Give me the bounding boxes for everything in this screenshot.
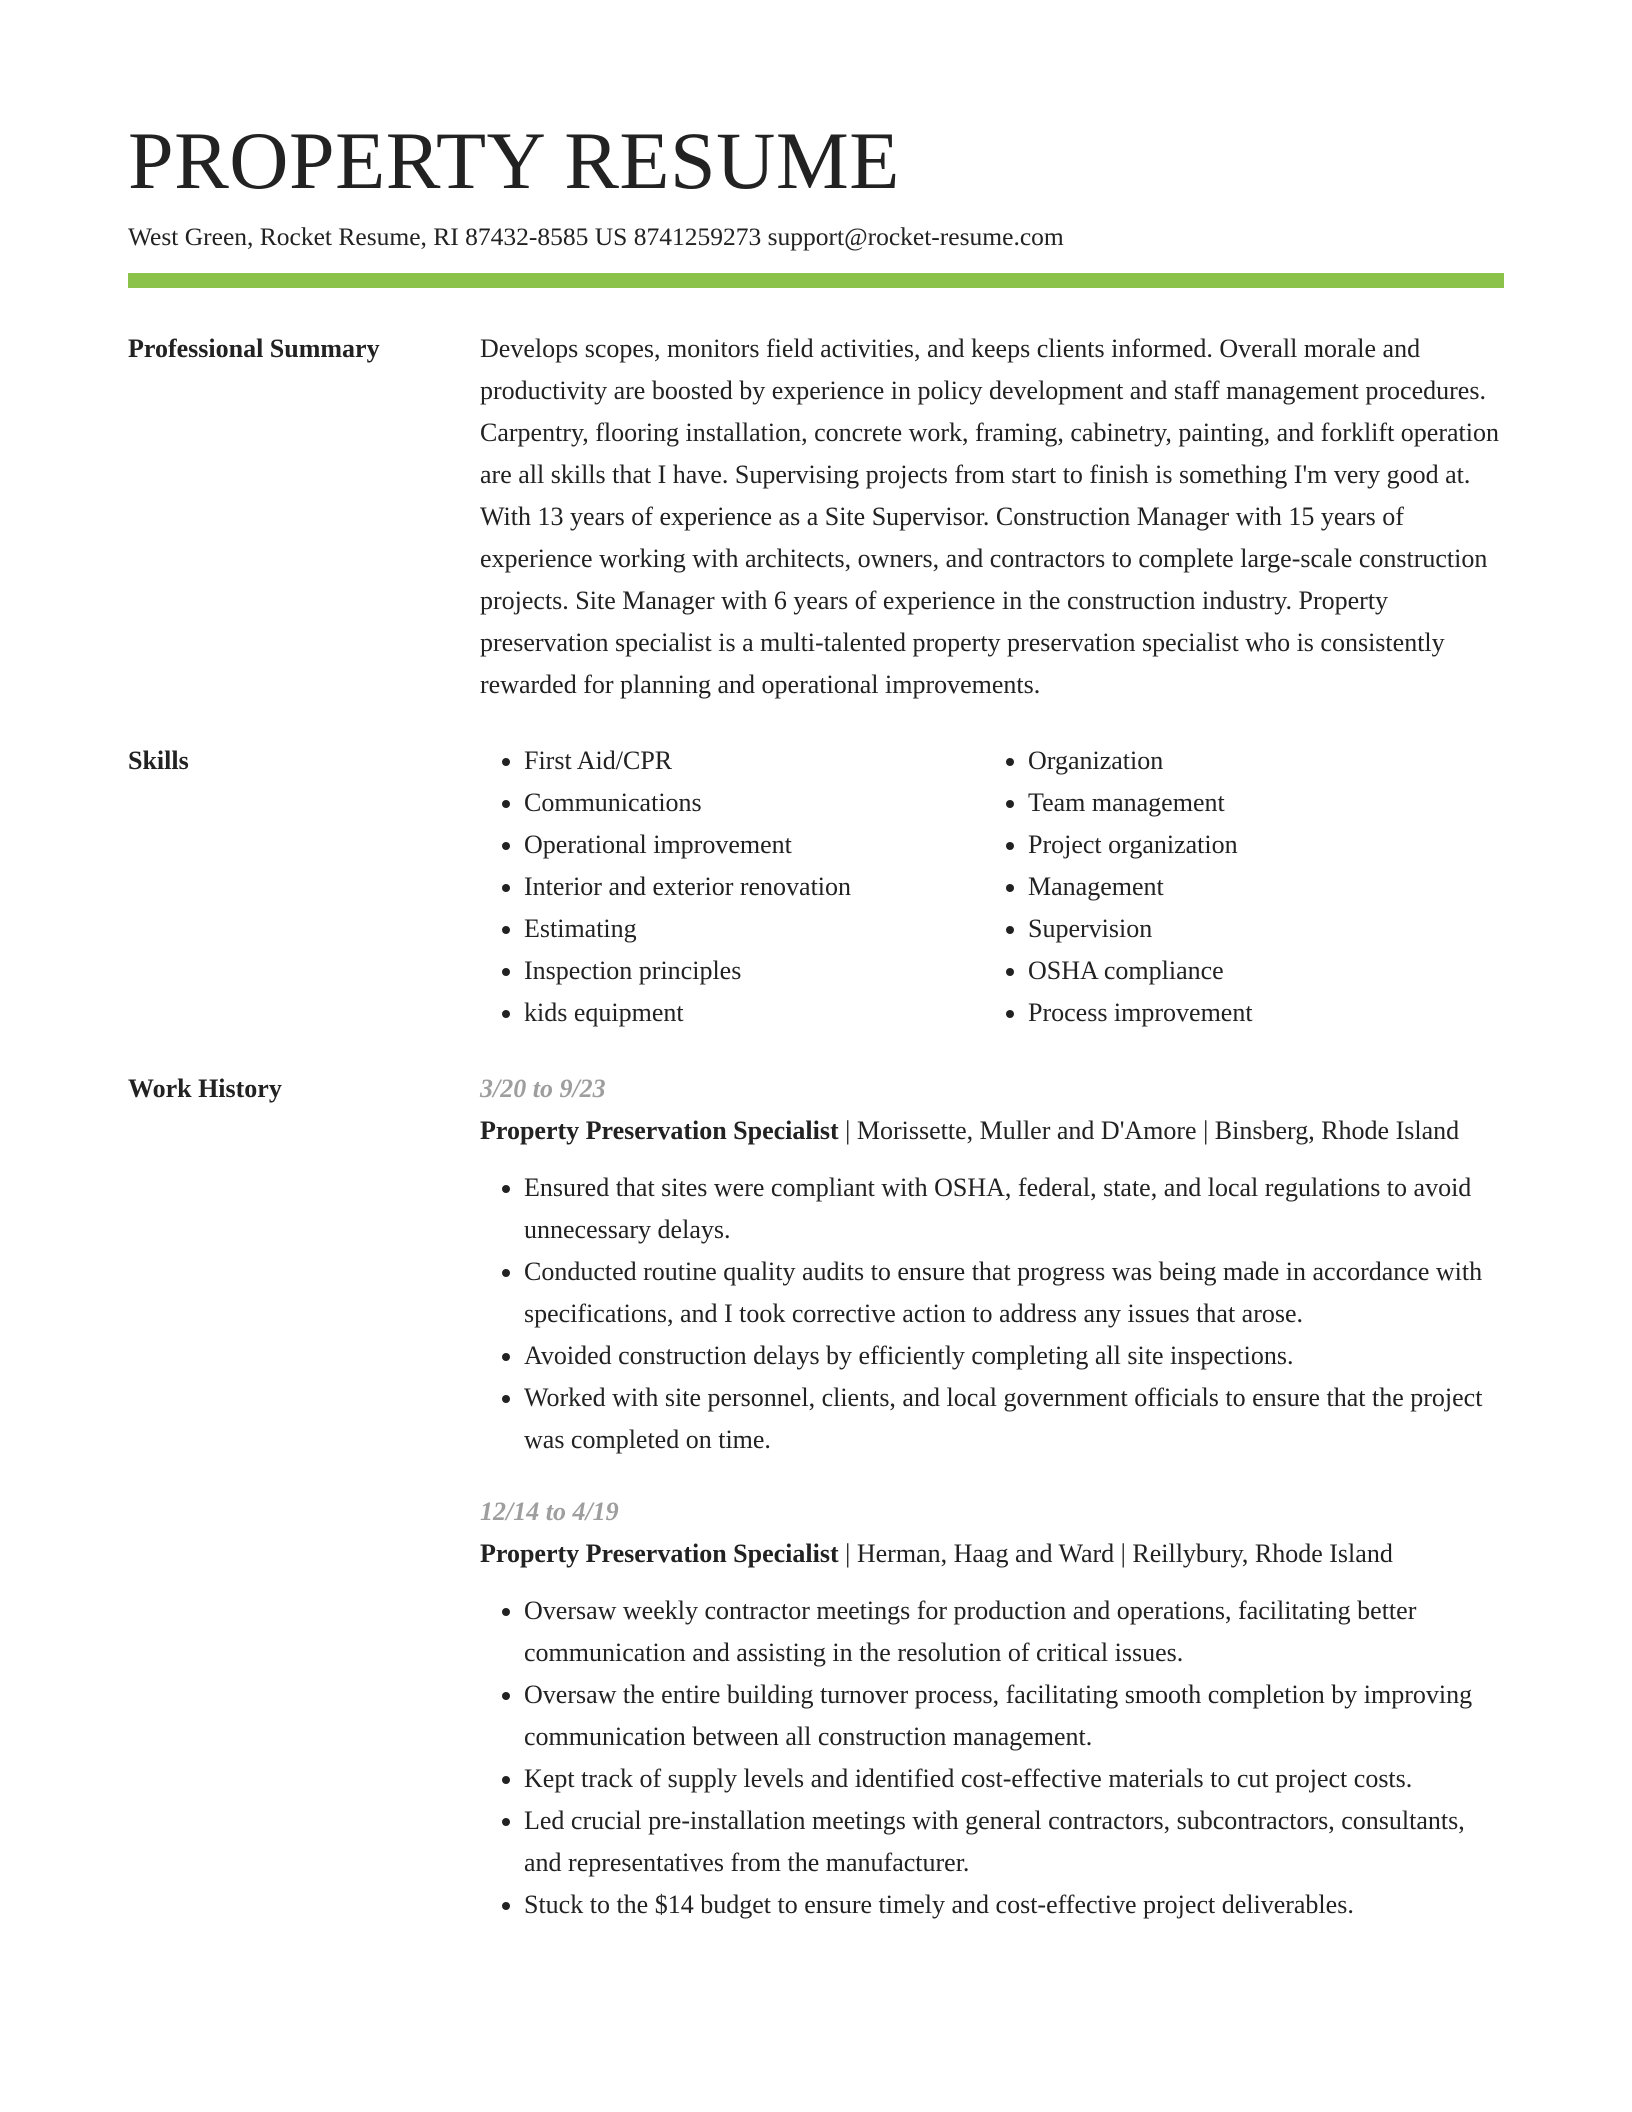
skill-item: • kids equipment bbox=[524, 992, 984, 1034]
skill-item: • Organization bbox=[1028, 740, 1488, 782]
job-heading bbox=[480, 1110, 1504, 1152]
job-title: Property Preservation Specialist bbox=[480, 1115, 839, 1145]
skills-column-left bbox=[480, 740, 984, 1034]
skill-item: • Estimating bbox=[524, 908, 984, 950]
work-history-section bbox=[128, 1068, 1504, 1956]
job-details: | Morissette, Muller and D'Amore | Binsberg, Rhode Island bbox=[838, 1115, 1460, 1145]
skill-item: • Team management bbox=[1028, 782, 1488, 824]
section-label-skills: Skills bbox=[128, 745, 189, 775]
skill-item: • Project organization bbox=[1028, 824, 1488, 866]
job-date: 12/14 to 4/19 bbox=[480, 1496, 619, 1526]
skill-item: • First Aid/CPR bbox=[524, 740, 984, 782]
skill-item: • Inspection principles bbox=[524, 950, 984, 992]
job-bullet: • Kept track of supply levels and identified cost-effective materials to cut project costs. bbox=[524, 1758, 1504, 1800]
work-history-body bbox=[480, 1068, 1504, 1956]
skill-item: • Process improvement bbox=[1028, 992, 1488, 1034]
resume-title: PROPERTY RESUME bbox=[128, 115, 900, 206]
job-bullet: • Conducted routine quality audits to ensure that progress was being made in accordance with specifications, and I took corrective action to address any issues that arose. bbox=[524, 1251, 1504, 1335]
skill-item: • Operational improvement bbox=[524, 824, 984, 866]
summary-text: Develops scopes, monitors field activities, and keeps clients informed. Overall morale and productivity are boosted by experience in policy development and staff management procedures. Carpentry, flooring installation, concrete work, framing, cabinetry, painting, and forklift operation are all skills that I have. Supervising projects from start to finish is something I'm very good at. With 13 years of experience as a Site Supervisor. Construction Manager with 15 years of experience working with architects, owners, and contractors to complete large-scale construction projects. Site Manager with 6 years of experience in the construction industry. Property preservation specialist is a multi-talented property preservation specialist who is consistently rewarded for planning and operational improvements. bbox=[480, 333, 1499, 699]
summary-body bbox=[480, 328, 1504, 706]
skills-column-right bbox=[984, 740, 1488, 1034]
job-bullet: • Led crucial pre-installation meetings with general contractors, subcontractors, consultants, and representatives from the manufacturer. bbox=[524, 1800, 1504, 1884]
skill-item: • OSHA compliance bbox=[1028, 950, 1488, 992]
job-bullet: • Stuck to the $14 budget to ensure timely and cost-effective project deliverables. bbox=[524, 1884, 1504, 1926]
job-bullets bbox=[480, 1590, 1504, 1926]
skill-item: • Supervision bbox=[1028, 908, 1488, 950]
job-entry bbox=[480, 1491, 1504, 1926]
professional-summary-section bbox=[128, 328, 1504, 706]
job-bullet: • Worked with site personnel, clients, and local government officials to ensure that the project was completed on time. bbox=[524, 1377, 1504, 1461]
skill-item: • Management bbox=[1028, 866, 1488, 908]
skills-body bbox=[480, 740, 1504, 1034]
job-heading bbox=[480, 1533, 1504, 1575]
job-title: Property Preservation Specialist bbox=[480, 1538, 839, 1568]
job-bullet: • Avoided construction delays by efficiently completing all site inspections. bbox=[524, 1335, 1504, 1377]
job-entry bbox=[480, 1068, 1504, 1461]
job-details: | Herman, Haag and Ward | Reillybury, Rhode Island bbox=[838, 1538, 1393, 1568]
job-bullet: • Ensured that sites were compliant with OSHA, federal, state, and local regulations to avoid unnecessary delays. bbox=[524, 1167, 1504, 1251]
skills-section bbox=[128, 740, 1504, 1034]
job-bullet: • Oversaw the entire building turnover process, facilitating smooth completion by improving communication between all construction management. bbox=[524, 1674, 1504, 1758]
section-label-summary: Professional Summary bbox=[128, 333, 380, 363]
skill-item: • Communications bbox=[524, 782, 984, 824]
skill-item: • Interior and exterior renovation bbox=[524, 866, 984, 908]
section-label-work-history: Work History bbox=[128, 1073, 282, 1103]
job-bullet: • Oversaw weekly contractor meetings for production and operations, facilitating better communication and assisting in the resolution of critical issues. bbox=[524, 1590, 1504, 1674]
header-divider bbox=[128, 273, 1504, 288]
contact-line: West Green, Rocket Resume, RI 87432-8585 US 8741259273 support@rocket-resume.com bbox=[128, 222, 1064, 251]
skills-grid bbox=[480, 740, 1504, 1034]
job-date: 3/20 to 9/23 bbox=[480, 1073, 606, 1103]
job-bullets bbox=[480, 1167, 1504, 1461]
